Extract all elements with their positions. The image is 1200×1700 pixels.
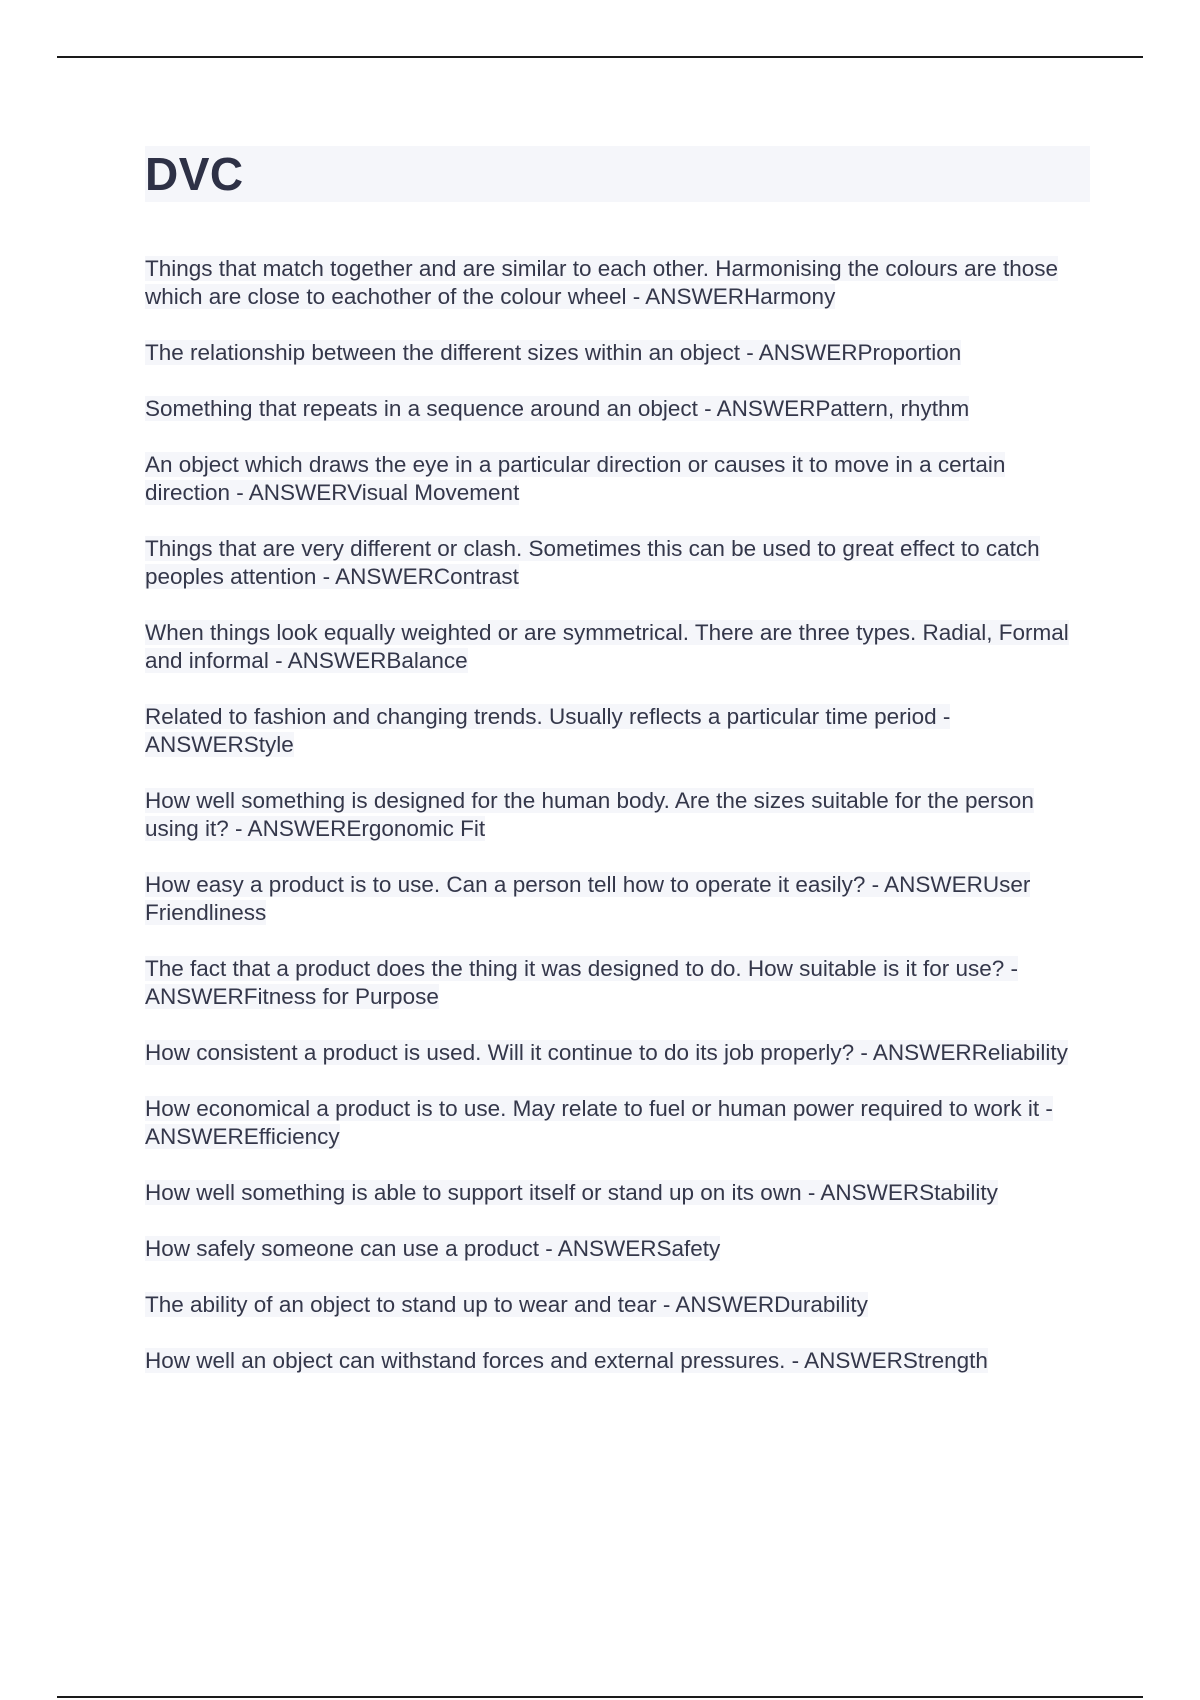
list-item-text: How easy a product is to use. Can a person tell how to operate it easily? - ANSWERUser Friendliness bbox=[145, 872, 1031, 925]
list-item bbox=[145, 339, 1090, 367]
list-item-text: The fact that a product does the thing it was designed to do. How suitable is it for use? - ANSWERFitness for Purpose bbox=[145, 956, 1018, 1009]
top-divider bbox=[57, 56, 1143, 58]
list-item-text: The ability of an object to stand up to wear and tear - ANSWERDurability bbox=[145, 1292, 868, 1317]
list-item bbox=[145, 955, 1090, 1011]
list-item bbox=[145, 787, 1090, 843]
list-item bbox=[145, 1039, 1090, 1067]
list-item-text: How safely someone can use a product - ANSWERSafety bbox=[145, 1236, 721, 1261]
list-item-text: Things that are very different or clash. Sometimes this can be used to great effect to catch peoples attention - ANSWERContrast bbox=[145, 536, 1040, 589]
list-item-text: An object which draws the eye in a particular direction or causes it to move in a certain direction - ANSWERVisual Movement bbox=[145, 452, 1006, 505]
title-bar bbox=[145, 146, 1090, 202]
list-item bbox=[145, 1235, 1090, 1263]
list-item bbox=[145, 619, 1090, 675]
list-item-text: How well something is designed for the human body. Are the sizes suitable for the person using it? - ANSWERErgonomic Fit bbox=[145, 788, 1034, 841]
list-item bbox=[145, 1095, 1090, 1151]
list-item bbox=[145, 535, 1090, 591]
list-item-text: Related to fashion and changing trends. Usually reflects a particular time period - ANSWERStyle bbox=[145, 704, 951, 757]
list-item-text: The relationship between the different sizes within an object - ANSWERProportion bbox=[145, 340, 962, 365]
list-item bbox=[145, 871, 1090, 927]
page-title: DVC bbox=[145, 148, 244, 200]
list-item bbox=[145, 255, 1090, 311]
list-item bbox=[145, 1179, 1090, 1207]
list-item bbox=[145, 451, 1090, 507]
list-item-text: How well an object can withstand forces and external pressures. - ANSWERStrength bbox=[145, 1348, 988, 1373]
list-item-text: How well something is able to support itself or stand up on its own - ANSWERStability bbox=[145, 1180, 998, 1205]
list-item bbox=[145, 703, 1090, 759]
list-item-text: Something that repeats in a sequence around an object - ANSWERPattern, rhythm bbox=[145, 396, 970, 421]
list-item bbox=[145, 1291, 1090, 1319]
bottom-divider bbox=[57, 1696, 1143, 1698]
list-item-text: How economical a product is to use. May relate to fuel or human power required to work it - ANSWEREfficiency bbox=[145, 1096, 1053, 1149]
list-item-text: How consistent a product is used. Will it continue to do its job properly? - ANSWERReliability bbox=[145, 1040, 1068, 1065]
list-item bbox=[145, 395, 1090, 423]
list-item-text: Things that match together and are similar to each other. Harmonising the colours are those which are close to eachother of the colour wheel - ANSWERHarmony bbox=[145, 256, 1058, 309]
question-answer-list bbox=[145, 255, 1090, 1403]
list-item-text: When things look equally weighted or are symmetrical. There are three types. Radial, Formal and informal - ANSWERBalance bbox=[145, 620, 1069, 673]
list-item bbox=[145, 1347, 1090, 1375]
